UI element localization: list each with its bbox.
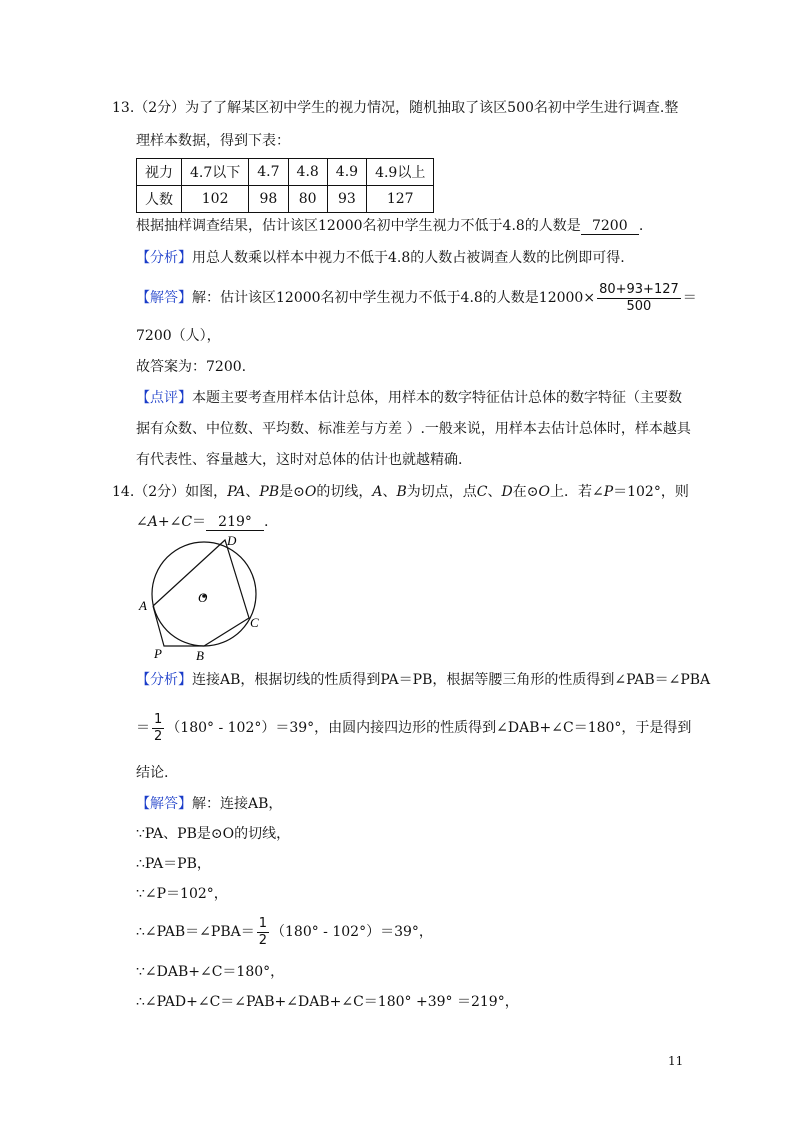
text: ＝ bbox=[192, 514, 207, 530]
q13-question bbox=[136, 216, 643, 236]
q14-line2 bbox=[136, 512, 269, 532]
text: （180° - 102°）＝39°，由圆内接四边形的性质得到∠DAB+∠C＝180°，于是得到 bbox=[166, 720, 692, 736]
q13-result: 7200（人）， bbox=[136, 328, 221, 344]
q14-line1 bbox=[112, 482, 689, 502]
text: D bbox=[501, 484, 513, 500]
table-cell: 98 bbox=[249, 186, 288, 213]
analysis-tag: 【分析】 bbox=[136, 250, 192, 266]
analysis-text: 连接AB，根据切线的性质得到PA＝PB，根据等腰三角形的性质得到∠PAB＝∠PBA bbox=[192, 672, 711, 688]
table-cell: 4.7 bbox=[249, 159, 288, 186]
q13-analysis bbox=[136, 248, 625, 268]
label-p: P bbox=[154, 646, 162, 661]
q14-solution-line6: ∵∠DAB+∠C＝180°， bbox=[136, 964, 285, 980]
q14-solution-line5 bbox=[136, 914, 433, 950]
label-a: A bbox=[139, 598, 147, 613]
text: P bbox=[603, 484, 614, 500]
fraction-denominator: 500 bbox=[626, 298, 652, 314]
q14-solution-line7: ∴∠PAD+∠C＝∠PAB+∠DAB+∠C＝180° +39° ＝219°， bbox=[136, 994, 519, 1010]
fraction-denominator: 2 bbox=[154, 728, 163, 744]
table-cell: 4.9 bbox=[327, 159, 366, 186]
label-d: D bbox=[227, 533, 237, 548]
text: 、 bbox=[382, 484, 397, 500]
text: C bbox=[476, 484, 488, 500]
q13-comment-line2: 据有众数、中位数、平均数、标准差与方差 ）.一般来说，用样本去估计总体时，样本越具 bbox=[136, 421, 691, 437]
table-row bbox=[137, 186, 434, 213]
text: （180° - 102°）＝39°， bbox=[271, 924, 433, 940]
label-c: C bbox=[250, 615, 259, 630]
q13-final: 故答案为：7200. bbox=[136, 359, 247, 375]
text: 的切线， bbox=[316, 484, 373, 500]
table-cell: 93 bbox=[327, 186, 366, 213]
comment-tag: 【点评】 bbox=[136, 390, 192, 406]
text: 解：连接AB， bbox=[192, 796, 283, 812]
text: O bbox=[538, 484, 550, 500]
text: 在⊙ bbox=[512, 484, 539, 500]
q13-question-end: . bbox=[638, 218, 644, 234]
text: PB bbox=[259, 484, 280, 500]
text: 上．若∠ bbox=[549, 484, 604, 500]
text: ＝102°，则 bbox=[613, 484, 689, 500]
q14-solution-line4: ∵∠P＝102°， bbox=[136, 886, 228, 902]
text: ∴∠PAB＝∠PBA＝ bbox=[136, 924, 255, 940]
q13-answer-blank: 7200 bbox=[581, 218, 639, 235]
text: O bbox=[304, 484, 317, 500]
analysis-tag: 【分析】 bbox=[136, 672, 192, 688]
table-cell: 4.8 bbox=[288, 159, 327, 186]
q14-answer-blank: 219° bbox=[206, 514, 264, 531]
q14-analysis-line2 bbox=[136, 710, 691, 746]
text: 14.（2分）如图， bbox=[112, 484, 228, 500]
text: B bbox=[396, 484, 407, 500]
table-cell: 4.7以下 bbox=[182, 159, 249, 186]
table-cell: 127 bbox=[367, 186, 434, 213]
table-header-row bbox=[137, 159, 434, 186]
circle-tangent-figure bbox=[136, 530, 276, 662]
solution-tag: 【解答】 bbox=[136, 796, 192, 812]
q14-solution-line3: ∴PA＝PB， bbox=[136, 856, 211, 872]
table-cell: 80 bbox=[288, 186, 327, 213]
label-b: B bbox=[196, 648, 204, 662]
text: . bbox=[264, 514, 269, 530]
table-cell: 4.9以上 bbox=[367, 159, 434, 186]
q13-comment-line1 bbox=[136, 388, 682, 408]
equals-sign: ＝ bbox=[682, 290, 697, 306]
label-o: O bbox=[198, 590, 208, 605]
comment-text: 本题主要考查用样本估计总体，用样本的数字特征估计总体的数字特征（主要数 bbox=[192, 390, 682, 406]
text: 、 bbox=[487, 484, 502, 500]
q14-analysis-line1 bbox=[136, 670, 710, 690]
table-cell: 人数 bbox=[137, 186, 182, 213]
text: A bbox=[147, 514, 158, 530]
table-cell: 视力 bbox=[137, 159, 182, 186]
page-number: 11 bbox=[668, 1054, 684, 1068]
text: 为切点，点 bbox=[406, 484, 477, 500]
table-cell: 102 bbox=[182, 186, 249, 213]
text: PA bbox=[227, 484, 246, 500]
fraction-denominator: 2 bbox=[258, 932, 268, 948]
q13-question-text: 根据抽样调查结果，估计该区12000名初中学生视力不低于4.8的人数是 bbox=[136, 218, 581, 234]
text: C bbox=[181, 514, 193, 530]
q14-solution-line2: ∵PA、PB是⊙O的切线， bbox=[136, 826, 291, 842]
q13-solution bbox=[136, 280, 697, 316]
text: 是⊙ bbox=[279, 484, 305, 500]
q13-line2: 理样本数据，得到下表： bbox=[136, 133, 290, 149]
q13-comment-line3: 有代表性、容量越大，这时对总体的估计也就越精确. bbox=[136, 452, 463, 468]
half-fraction bbox=[257, 916, 269, 949]
solution-text: 解：估计该区12000名初中学生视力不低于4.8的人数是12000× bbox=[192, 290, 596, 306]
fraction bbox=[597, 282, 681, 315]
vision-table bbox=[136, 158, 434, 213]
q14-analysis-line3: 结论. bbox=[136, 765, 169, 781]
text: +∠ bbox=[157, 514, 182, 530]
solution-tag: 【解答】 bbox=[136, 290, 192, 306]
analysis-text: 用总人数乘以样本中视力不低于4.8的人数占被调查人数的比例即可得. bbox=[192, 250, 625, 266]
half-fraction bbox=[152, 712, 164, 745]
q13-line1: 13.（2分）为了了解某区初中学生的视力情况，随机抽取了该区500名初中学生进行调查.整 bbox=[112, 100, 679, 116]
text: ∠ bbox=[136, 514, 148, 530]
text: ＝ bbox=[136, 720, 150, 736]
q14-solution-line1 bbox=[136, 794, 282, 814]
fraction-numerator: 80+93+127 bbox=[599, 281, 679, 297]
fraction-numerator: 1 bbox=[258, 915, 268, 931]
fraction-numerator: 1 bbox=[154, 711, 163, 727]
text: 、 bbox=[245, 484, 260, 500]
text: A bbox=[372, 484, 383, 500]
